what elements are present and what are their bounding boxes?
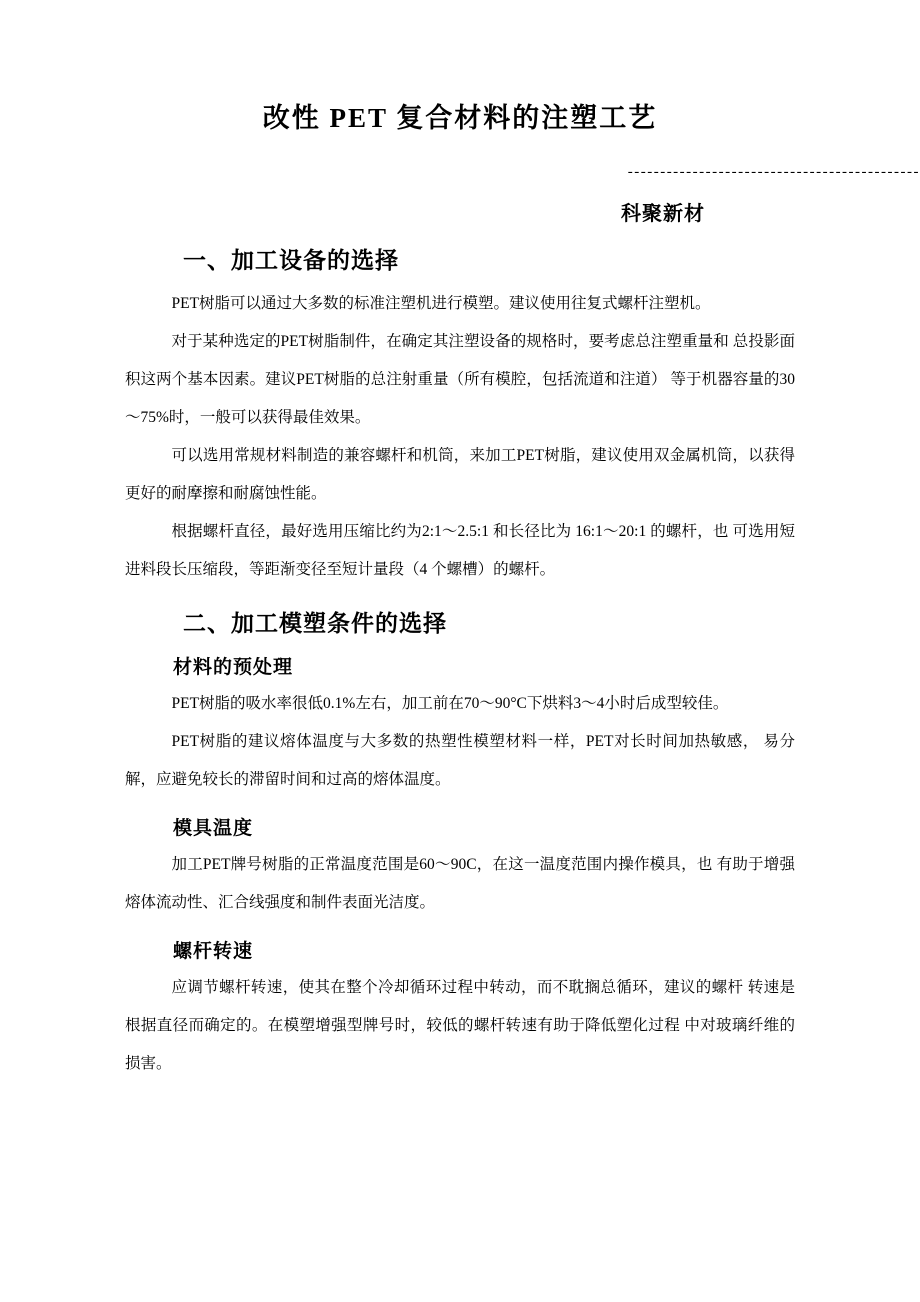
paragraph: 对于某种选定的PET树脂制件，在确定其注塑设备的规格时，要考虑总注塑重量和 总投影面积这两个基本因素。建议PET树脂的总注射重量（所有模腔，包括流道和注道） 等于机器容量的30～75%时，一般可以获得最佳效果。 xyxy=(125,332,795,426)
author-byline: 科聚新材 xyxy=(621,202,705,225)
subsection-heading-pretreatment: 材料的预处理 xyxy=(173,656,294,678)
paragraph: 加工PET牌号树脂的正常温度范围是60～90C，在这一温度范围内操作模具，也 有助于增强熔体流动性、汇合线强度和制件表面光洁度。 xyxy=(125,855,795,911)
paragraph: PET树脂可以通过大多数的标准注塑机进行模塑。建议使用往复式螺杆注塑机。 xyxy=(171,294,711,312)
section-heading-2: 二、加工模塑条件的选择 xyxy=(183,610,447,636)
subsection-heading-screw-speed: 螺杆转速 xyxy=(173,940,254,962)
document-title: 改性 PET 复合材料的注塑工艺 xyxy=(262,103,658,133)
paragraph: 应调节螺杆转速，使其在整个冷却循环过程中转动，而不耽搁总循环，建议的螺杆 转速是根据直径而确定的。在模塑增强型牌号时，较低的螺杆转速有助于降低塑化过程 中对玻璃纤维的损害。 xyxy=(125,978,795,1072)
paragraph: PET树脂的建议熔体温度与大多数的热塑性模塑材料一样，PET对长时间加热敏感， 易分解，应避免较长的滞留时间和过高的熔体温度。 xyxy=(125,732,795,788)
paragraph: 可以选用常规材料制造的兼容螺杆和机筒，来加工PET树脂，建议使用双金属机筒，以获得更好的耐摩擦和耐腐蚀性能。 xyxy=(125,446,795,502)
paragraph: PET树脂的吸水率很低0.1%左右，加工前在70～90°C下烘料3～4小时后成型较佳。 xyxy=(171,694,729,712)
paragraph: 根据螺杆直径，最好选用压缩比约为2:1～2.5:1 和长径比为 16:1～20:1 的螺杆，也 可选用短进料段长压缩段，等距渐变径至短计量段（4 个螺槽）的螺杆。 xyxy=(125,522,795,578)
subsection-heading-mold-temperature: 模具温度 xyxy=(173,817,254,839)
separator-dashes: --------------------------------------------- xyxy=(627,163,920,180)
section-heading-1: 一、加工设备的选择 xyxy=(183,247,399,273)
